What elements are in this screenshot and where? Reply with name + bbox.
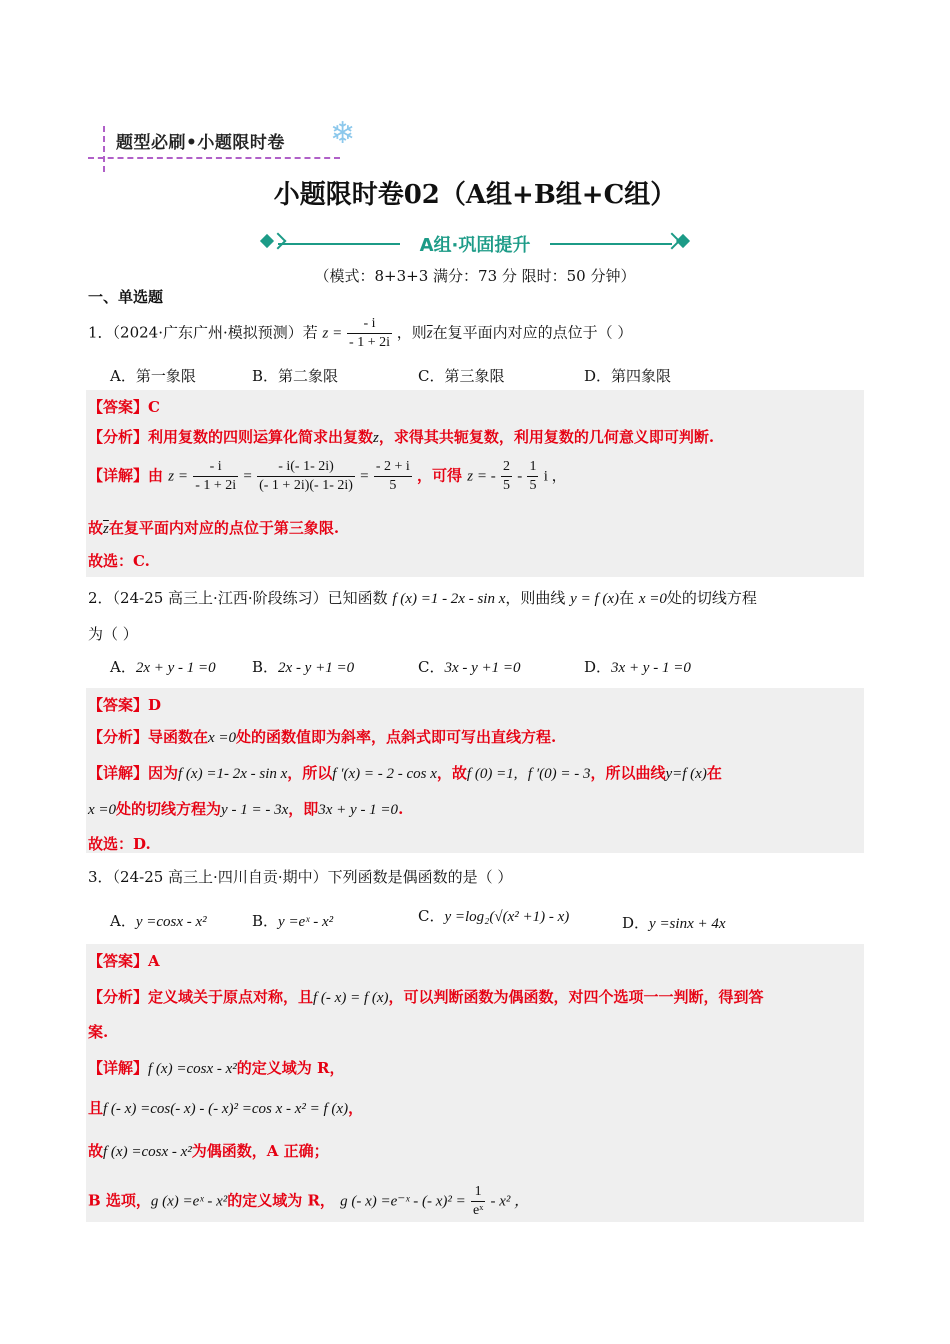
q3-detail-line2: 且f (- x) =cos(- x) - (- x)² =cos x - x² = f (x)， bbox=[88, 1099, 364, 1117]
page-title: 小题限时卷02（A组+B组+C组） bbox=[273, 180, 677, 210]
q2-detail: 【详解】因为f (x) =1- 2x - sin x，所以f ′(x) = - 2 - cos x，故f (0) =1, f ′(0) = - 3，所以曲线y=f (x)在 bbox=[88, 764, 722, 782]
q2-answer: 【答案】D bbox=[88, 696, 162, 714]
group-banner bbox=[258, 230, 692, 258]
q2-stem-line2: 为（ ） bbox=[88, 625, 138, 643]
q3-option-a: A．y =cosx - x² bbox=[110, 912, 207, 930]
group-banner-text: A组·巩固提升 bbox=[419, 235, 531, 256]
q1-stem: 1．（2024·广东广州·模拟预测）若 z = $\frac{- i}{- 1 + 2i}$ ，则$\overline{z}$在复平面内对应的点位于（ ） bbox=[88, 316, 633, 350]
q3-analysis-line2: 案. bbox=[88, 1023, 109, 1041]
q1-choice: 故选：C. bbox=[88, 552, 150, 570]
arrow-icon bbox=[270, 233, 287, 250]
q2-option-c: C．3x - y +1 =0 bbox=[418, 658, 521, 676]
q3-answer: 【答案】A bbox=[88, 952, 160, 970]
q3-detail: 【详解】f (x) =cosx - x²的定义域为 R， bbox=[88, 1059, 345, 1077]
q1-option-d: D．第四象限 bbox=[584, 367, 672, 385]
q3-option-b: B．y =eˣ - x² bbox=[252, 912, 334, 930]
q3-detail-line4: B 选项，g (x) =eˣ - x²的定义域为 R， g (- x) =e⁻ˣ - (- x)² = $\frac{1}{\text{eˣ}}$ - x² ， bbox=[88, 1184, 530, 1218]
q3-option-d: D．y =sinx + 4x bbox=[622, 914, 726, 932]
header-decoration-vertical bbox=[103, 126, 105, 172]
diamond-icon bbox=[676, 234, 690, 248]
snowflake-icon: ❄ bbox=[330, 116, 356, 151]
q1-option-a: A．第一象限 bbox=[110, 367, 196, 385]
q2-option-a: A．2x + y - 1 =0 bbox=[110, 658, 216, 676]
q2-stem: 2．（24-25 高三上·江西·阶段练习）已知函数 f (x) =1 - 2x - sin x，则曲线 y = f (x)在 x =0处的切线方程 bbox=[88, 589, 757, 607]
q3-analysis: 【分析】定义域关于原点对称，且f (- x) = f (x)，可以判断函数为偶函数，对四个选项一一判断，得到答 bbox=[88, 988, 764, 1006]
q2-choice: 故选：D. bbox=[88, 835, 151, 853]
q2-option-d: D．3x + y - 1 =0 bbox=[584, 658, 691, 676]
q2-detail-line2: x =0处的切线方程为y - 1 = - 3x，即3x + y - 1 =0. bbox=[88, 800, 404, 818]
q1-analysis: 【分析】利用复数的四则运算化简求出复数z，求得其共轭复数，利用复数的几何意义即可判断. bbox=[88, 428, 715, 446]
q2-analysis: 【分析】导函数在x =0处的函数值即为斜率，点斜式即可写出直线方程. bbox=[88, 728, 557, 746]
header-label: 题型必刷•小题限时卷 bbox=[116, 133, 285, 153]
header-decoration-horizontal bbox=[88, 157, 340, 159]
q3-option-c: C．y =log₂(√(x² +1) - x) bbox=[418, 907, 570, 925]
q3-detail-line3: 故f (x) =cosx - x²为偶函数，A 正确； bbox=[88, 1142, 329, 1160]
q1-option-c: C．第三象限 bbox=[418, 367, 505, 385]
q1-conclusion: 故$\overline{z}$在复平面内对应的点位于第三象限. bbox=[88, 519, 340, 537]
q3-stem: 3．（24-25 高三上·四川自贡·期中）下列函数是偶函数的是（ ） bbox=[88, 868, 513, 886]
mode-line: （模式：8+3+3 满分：73 分 限时：50 分钟） bbox=[314, 267, 636, 285]
q1-option-b: B．第二象限 bbox=[252, 367, 339, 385]
q1-detail: 【详解】由 z = $\frac{- i}{- 1 + 2i}$ = $\frac{- i(- 1- 2i)}{(- 1 + 2i)(- 1- 2i)}$ = $\frac{- 2 + i}{5}$ ，可得 z = - $\frac{2}{5}$ - $\frac{1}{5}$ i ， bbox=[88, 459, 567, 493]
section-heading: 一、单选题 bbox=[88, 288, 164, 306]
q1-answer: 【答案】C bbox=[88, 398, 160, 416]
q2-option-b: B．2x - y +1 =0 bbox=[252, 658, 355, 676]
